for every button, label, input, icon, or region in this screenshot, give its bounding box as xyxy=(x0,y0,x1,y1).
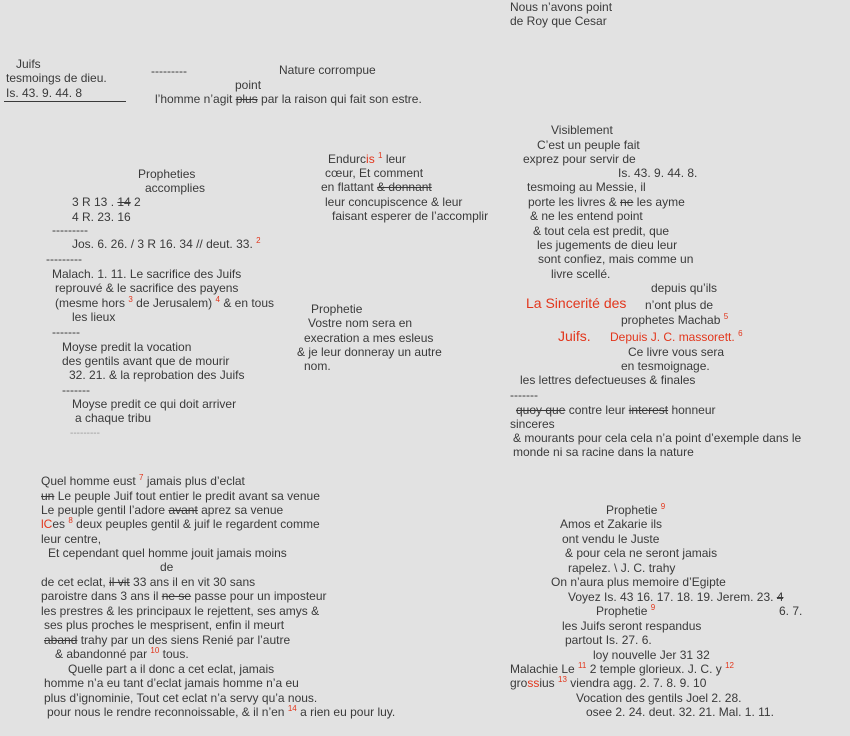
heading: Prophetie $^9$ xyxy=(606,502,666,517)
text-line: porte les livres & ne les ayme xyxy=(528,195,685,209)
text-line: Juifs xyxy=(16,57,41,71)
text-line: en flattant & donnant xyxy=(321,180,432,194)
text-line: les lettres defectueuses & finales xyxy=(520,373,696,387)
text-line: Vocation des gentils Joel 2. 28. xyxy=(576,691,742,705)
text-line: Nous n’avons point xyxy=(510,0,613,14)
text-line: Le peuple gentil l’adore avant aprez sa venue xyxy=(41,503,284,517)
text-line: Quel homme eust $^7$ jamais plus d’eclat xyxy=(41,473,245,488)
text-line: des gentils avant que de mourir xyxy=(62,354,230,368)
text-line: de xyxy=(160,560,174,574)
text-line: grossius $^{13}$ viendra agg. 2. 7. 8. 9. 10 xyxy=(510,675,707,690)
text-line: tesmoing au Messie, il xyxy=(527,180,646,194)
text-line: osee 2. 24. deut. 32. 21. Mal. 1. 11. xyxy=(586,705,774,719)
heading: accomplies xyxy=(145,181,206,195)
text-line: livre scellé. xyxy=(551,267,611,281)
text-line: Prophetie $^9$ xyxy=(596,603,656,618)
heading: Prophetie xyxy=(311,302,363,316)
text-line: Moyse predit ce qui doit arriver xyxy=(72,397,237,411)
text-line: monde ni sa racine dans la nature xyxy=(513,445,694,459)
text-line: faisant esperer de l’accomplir xyxy=(332,209,489,223)
text-line: l’homme n’agit plus par la raison qui fait son estre. xyxy=(155,92,422,106)
dashes: ------- xyxy=(510,388,538,402)
text-line: tesmoings de dieu. xyxy=(6,71,107,85)
text-line: execration a mes esleus xyxy=(304,331,434,345)
text-line: les lieux xyxy=(72,310,116,324)
text-line: Malach. 1. 11. Le sacrifice des Juifs xyxy=(52,267,242,281)
text-line: Ce livre vous sera xyxy=(628,345,725,359)
text-line: 32. 21. & la reprobation des Juifs xyxy=(69,368,245,382)
text-line: lCes $^8$ deux peuples gentil & juif le regardent comme xyxy=(41,516,320,531)
text-line: Is. 43. 9. 44. 8. xyxy=(618,166,698,180)
text-line: Endurcis $^1$ leur xyxy=(328,151,406,166)
text-line: prophetes Machab $^5$ xyxy=(621,312,729,327)
text-line: 6. 7. xyxy=(779,604,803,618)
text-line: 3 R 13 . 14 2 xyxy=(72,195,141,209)
text-line: & pour cela ne seront jamais xyxy=(565,546,718,560)
text-line: Voyez Is. 43 16. 17. 18. 19. Jerem. 23. 4 xyxy=(568,590,784,604)
text-line: exprez pour servir de xyxy=(523,152,636,166)
heading: Juifs. xyxy=(558,328,591,344)
text-line: a chaque tribu xyxy=(75,411,152,425)
dashes: --------- xyxy=(70,428,100,439)
text-line: Moyse predit la vocation xyxy=(62,340,192,354)
heading: Propheties xyxy=(138,167,196,181)
text-line: C’est un peuple fait xyxy=(537,138,640,152)
text-line: leur concupiscence & leur xyxy=(325,195,463,209)
text-line: plus d’ignominie, Tout cet eclat n’a servy qu’a nous. xyxy=(44,691,318,705)
heading: Visiblement xyxy=(551,123,613,137)
text-line: sont confiez, mais comme un xyxy=(538,252,694,266)
text-line: & abandonné par $^{10}$ tous. xyxy=(55,646,189,661)
underline xyxy=(4,101,126,102)
text-line: paroistre dans 3 ans il ne se passe pour un imposteur xyxy=(41,589,327,603)
text-line: de Roy que Cesar xyxy=(510,14,607,28)
text-line: sinceres xyxy=(510,417,555,431)
text-line: leur centre, xyxy=(41,532,102,546)
text-line: 4 R. 23. 16 xyxy=(72,210,131,224)
heading: Nature corrompue xyxy=(279,63,376,77)
text-line: aband trahy par un des siens Renié par l’autre xyxy=(44,633,291,647)
text-line: & ne les entend point xyxy=(530,209,643,223)
heading: La Sincerité des xyxy=(526,295,627,311)
dashes: --------- xyxy=(151,64,187,78)
text-line: les Juifs seront respandus xyxy=(562,619,702,633)
text-line: ses plus proches le mesprisent, enfin il meurt xyxy=(44,618,285,632)
text-line: Quelle part a il donc a cet eclat, jamais xyxy=(68,662,275,676)
text-line: Malachie Le $^{11}$ 2 temple glorieux. J. C. y $^{12}$ xyxy=(510,661,734,676)
text-line: point xyxy=(235,78,262,92)
text-line: & mourants pour cela cela n’a point d’exemple dans le xyxy=(513,431,802,445)
dashes: ------- xyxy=(52,325,80,339)
text-line: Vostre nom sera en xyxy=(308,316,413,330)
text-line: quoy que contre leur interest honneur xyxy=(516,403,716,417)
text-line: homme n’a eu tant d’eclat jamais homme n’a eu xyxy=(44,676,299,690)
text-line: Is. 43. 9. 44. 8 xyxy=(6,86,83,100)
text-line: Et cependant quel homme jouit jamais moins xyxy=(48,546,287,560)
text-line: rapelez. \ J. C. trahy xyxy=(568,561,676,575)
text-line: de cet eclat, il vit 33 ans il en vit 30 sans xyxy=(41,575,256,589)
text-line: & tout cela est predit, que xyxy=(533,224,670,238)
text-line: Amos et Zakarie ils xyxy=(560,517,663,531)
text-line: Depuis J. C. massorett. $^6$ xyxy=(610,329,743,344)
text-line: loy nouvelle Jer 31 32 xyxy=(593,648,710,662)
text-line: cœur, Et comment xyxy=(325,166,424,180)
text-line: n’ont plus de xyxy=(645,298,714,312)
text-line: ont vendu le Juste xyxy=(562,532,660,546)
text-line: en tesmoignage. xyxy=(621,359,710,373)
text-line: un Le peuple Juif tout entier le predit avant sa venue xyxy=(41,489,320,503)
text-line: nom. xyxy=(304,359,331,373)
dashes: ------- xyxy=(62,383,90,397)
text-line: partout Is. 27. 6. xyxy=(565,633,652,647)
text-line: pour nous le rendre reconnoissable, & il n’en $^{14}$ a rien eu pour luy. xyxy=(47,704,396,719)
text-line: depuis qu’ils xyxy=(651,281,718,295)
text-line: Jos. 6. 26. / 3 R 16. 34 // deut. 33. $^2$ xyxy=(72,236,261,251)
text-line: reprouvé & le sacrifice des payens xyxy=(55,281,239,295)
text-line: (mesme hors $^3$ de Jerusalem) $^4$ & en tous xyxy=(55,295,275,310)
dashes: --------- xyxy=(52,223,88,237)
text-line: les prestres & les principaux le rejettent, ses amys & xyxy=(41,604,320,618)
text-line: On n’aura plus memoire d’Egipte xyxy=(551,575,726,589)
text-line: les jugements de dieu leur xyxy=(537,238,678,252)
text-line: & je leur donneray un autre xyxy=(297,345,442,359)
dashes: --------- xyxy=(46,252,82,266)
